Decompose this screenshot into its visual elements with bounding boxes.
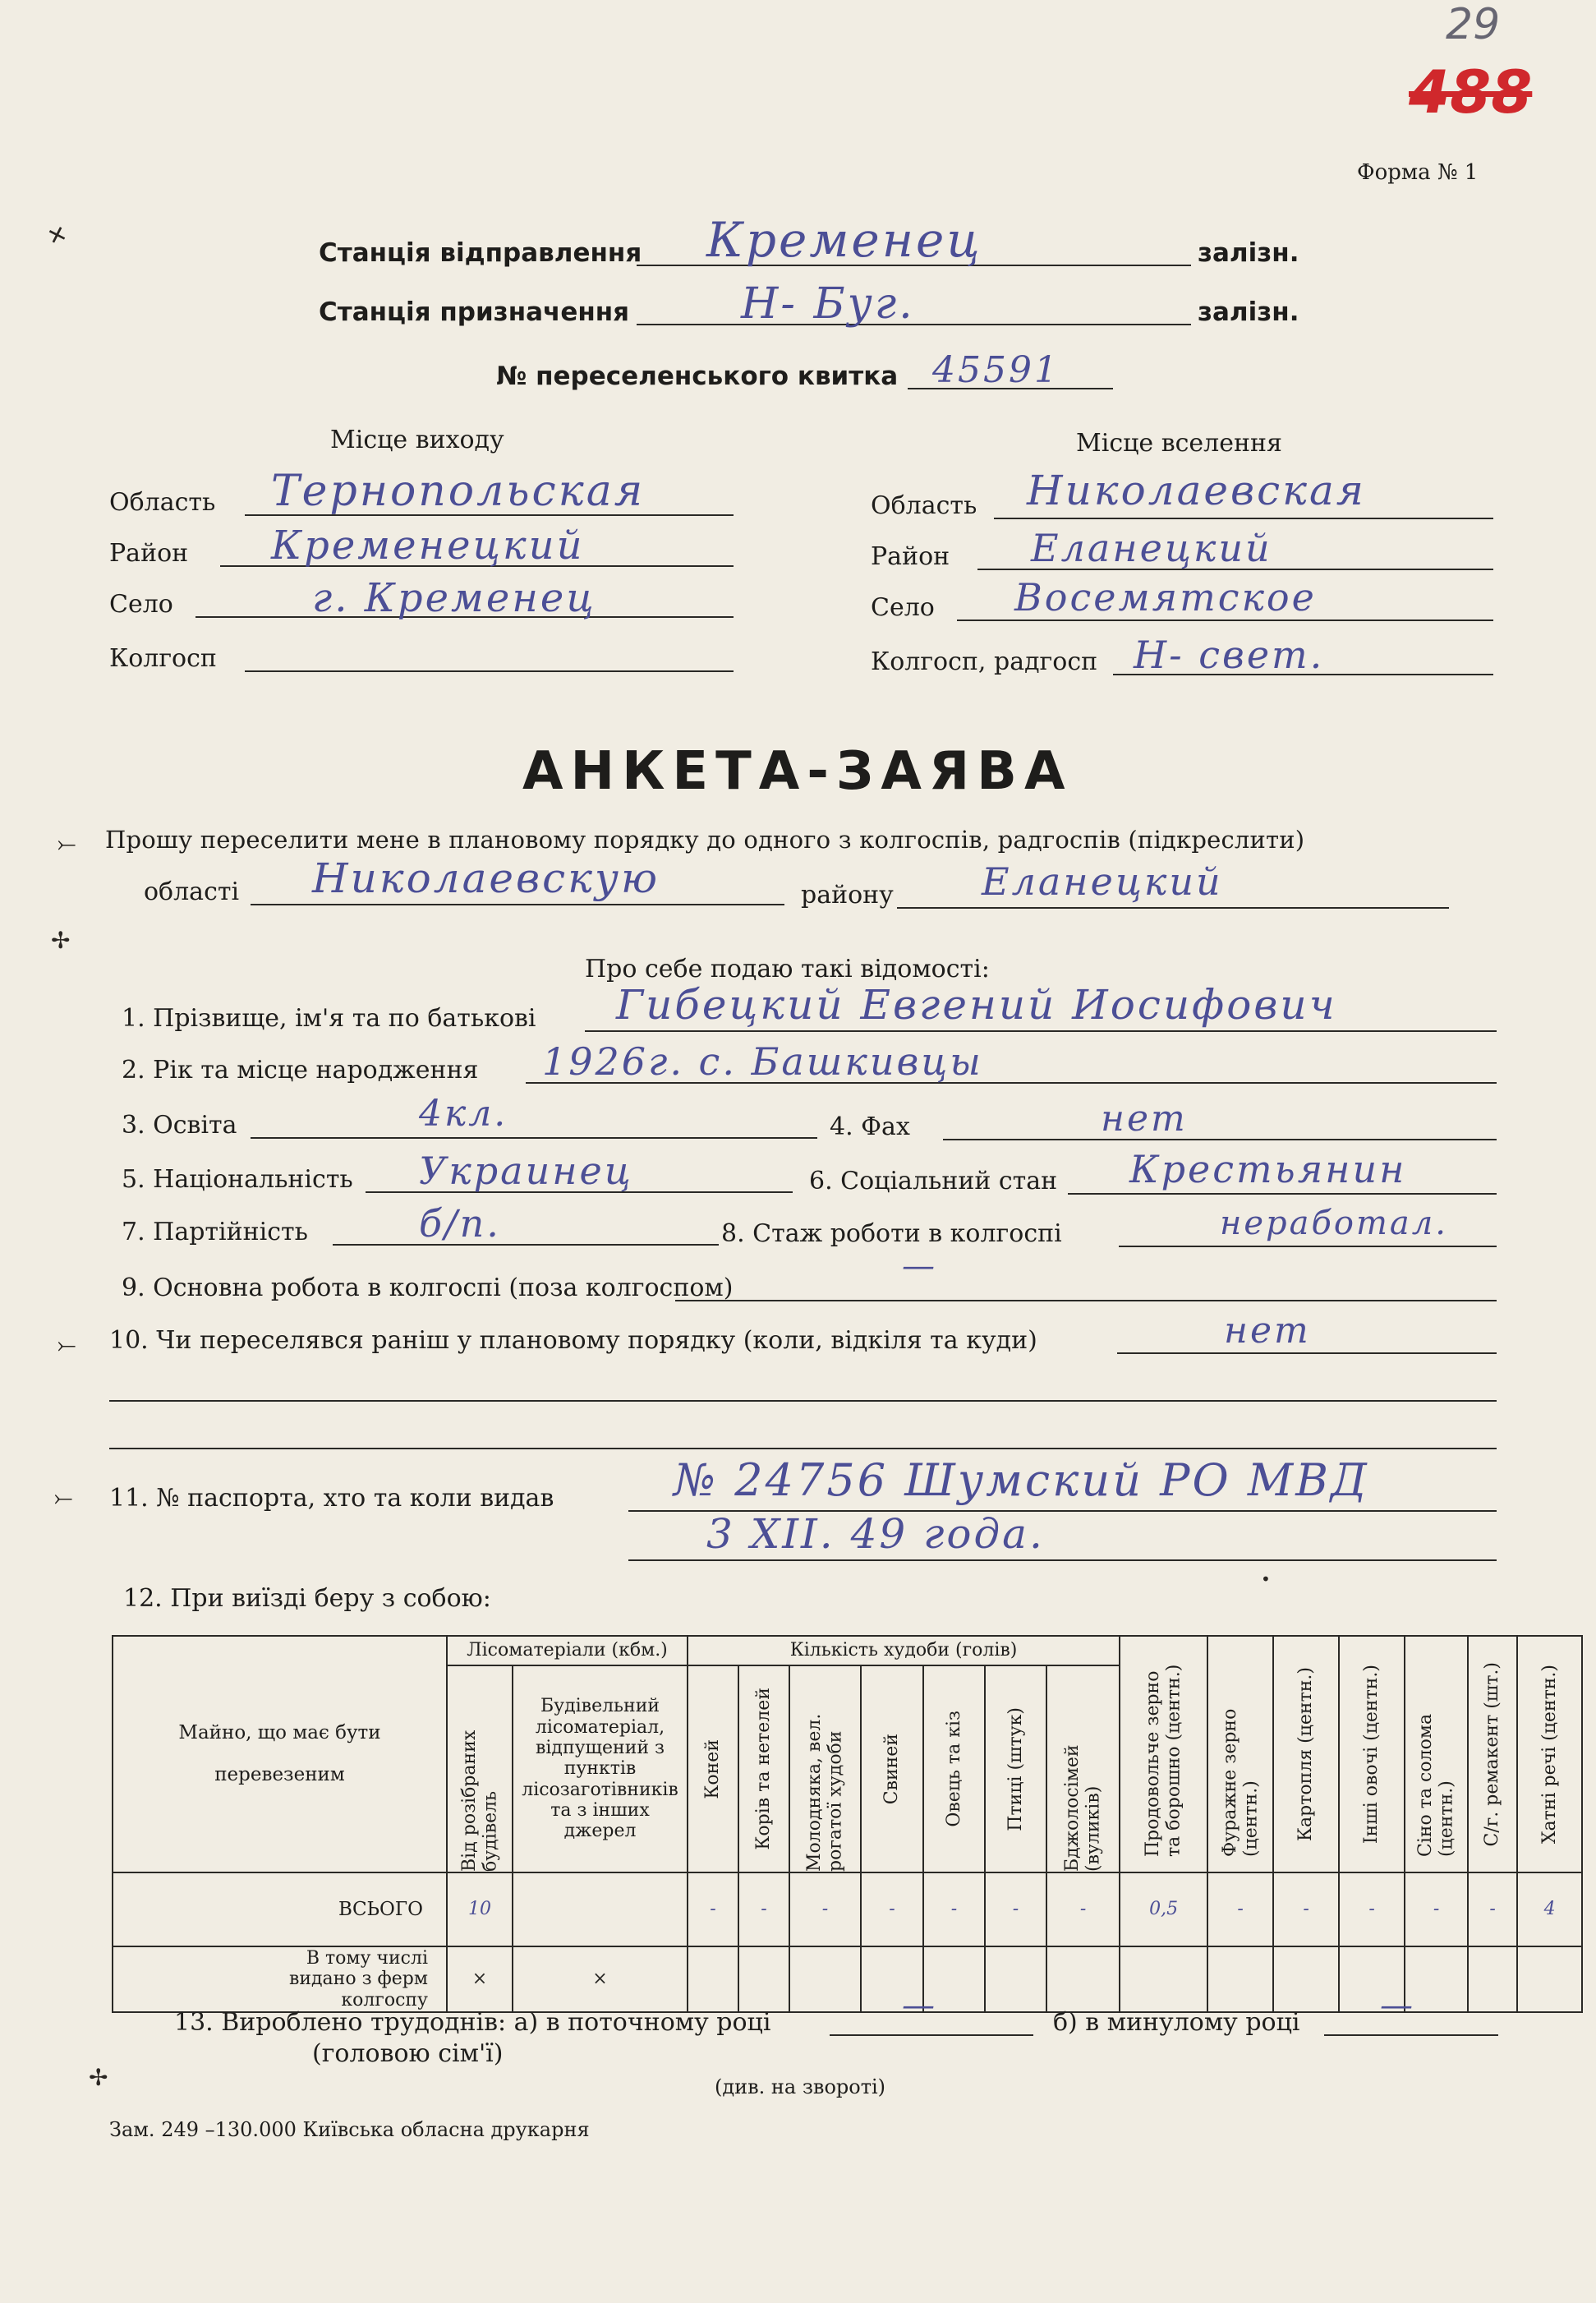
destination-label: Станція призначення [319, 297, 630, 327]
table-row-total [113, 1872, 1582, 1946]
col-header-5: Свиней [881, 1733, 903, 1805]
origin-selo-label: Село [109, 590, 173, 619]
dest-oblast-label: Область [871, 491, 977, 520]
farm-cell[interactable]: × [447, 1946, 513, 2012]
field-6-value[interactable]: Крестьянин [1129, 1147, 1407, 1191]
workdays-current-line [830, 2034, 1033, 2036]
col-header-0: Від розібраних будівель [458, 1730, 500, 1872]
field-6-label: 6. Соціальний стан [809, 1167, 1058, 1195]
field-11-value-1[interactable]: № 24756 Шумский РО МВД [674, 1454, 1369, 1506]
field-2-value[interactable]: 1926г. с. Башкивцы [542, 1039, 983, 1084]
farm-cell[interactable]: × [513, 1946, 688, 2012]
col-header-15: Хатні речі (центн.) [1539, 1664, 1560, 1845]
field-7-line [333, 1244, 719, 1246]
dest-kolhosp-value[interactable]: Н- свет. [1134, 633, 1325, 677]
farm-cell[interactable] [789, 1946, 861, 2012]
margin-mark: ✕ [44, 219, 71, 251]
dest-selo-line [957, 620, 1493, 621]
field-4-value[interactable]: нет [1101, 1098, 1188, 1140]
field-1-label: 1. Прізвище, ім'я та по батькові [122, 1004, 536, 1033]
origin-oblast-label: Область [109, 488, 216, 517]
field-3-line [251, 1137, 817, 1139]
request-oblast-label: області [144, 877, 240, 906]
col-header-14: С/г. ремакент (шт.) [1482, 1661, 1503, 1847]
farm-cell[interactable] [688, 1946, 738, 2012]
departure-label: Станція відправлення [319, 238, 642, 268]
departure-value[interactable]: Кременец [706, 212, 982, 268]
total-cell[interactable]: - [923, 1872, 985, 1946]
field-10-line [1117, 1352, 1497, 1354]
dest-selo-label: Село [871, 593, 935, 622]
field-10-label: 10. Чи переселявся раніш у плановому порядку (коли, відкіля та куди) [109, 1326, 1037, 1355]
total-cell[interactable]: 4 [1517, 1872, 1582, 1946]
ticket-label: № переселенського квитка [496, 362, 899, 391]
printer-line: Зам. 249 –130.000 Київська обласна друкарня [109, 2118, 590, 2141]
field-5-label: 5. Національність [122, 1165, 353, 1194]
origin-selo-value[interactable]: г. Кременец [312, 575, 596, 621]
field-3-label: 3. Освіта [122, 1111, 237, 1140]
total-cell[interactable]: - [738, 1872, 789, 1946]
form-number: Форма № 1 [1357, 160, 1479, 185]
margin-mark: ⤚ [57, 1331, 76, 1358]
dest-oblast-line [994, 518, 1493, 519]
field-10-value[interactable]: нет [1224, 1310, 1311, 1352]
field-11-label: 11. № паспорта, хто та коли видав [109, 1484, 554, 1513]
workdays-label: 13. Вироблено трудоднів: а) в поточному році [174, 2008, 771, 2037]
group-cattle-header: Кількість худоби (голів) [688, 1636, 1120, 1665]
total-cell[interactable]: - [1273, 1872, 1339, 1946]
request-line1: Прошу переселити мене в плановому порядку до одного з колгоспів, радгоспів (підкреслити) [105, 826, 1305, 854]
total-cell[interactable]: - [789, 1872, 861, 1946]
archive-number-red: 488 [1409, 58, 1533, 127]
workdays-sub: (головою сім'ї) [312, 2039, 504, 2068]
ticket-value[interactable]: 45591 [932, 349, 1060, 391]
origin-raion-value[interactable]: Кременецкий [271, 523, 585, 569]
margin-mark: ⤚ [54, 1484, 73, 1511]
destination-value[interactable]: Н- Буг. [741, 279, 915, 329]
total-cell[interactable]: - [1046, 1872, 1120, 1946]
total-cell[interactable]: - [1339, 1872, 1405, 1946]
info-intro: Про себе подаю такі відомості: [585, 955, 990, 983]
total-cell[interactable]: 0,5 [1120, 1872, 1207, 1946]
workdays-current-value[interactable]: — [902, 1987, 937, 2024]
col-header-9: Продовольче зерно та борошно (центн.) [1143, 1664, 1184, 1857]
request-raion-line [897, 907, 1449, 909]
origin-kolhosp-label: Колгосп [109, 644, 217, 673]
workdays-prev-label: б) в минулому році [1053, 2008, 1300, 2037]
field-4-label: 4. Фах [830, 1112, 910, 1141]
field-7-label: 7. Партійність [122, 1218, 308, 1246]
request-oblast-value[interactable]: Николаевскую [312, 854, 660, 902]
request-raion-label: району [801, 881, 894, 910]
col-header-7: Птиці (штук) [1005, 1707, 1026, 1831]
origin-kolhosp-line [245, 670, 734, 672]
group-wood-header: Лісоматеріали (кбм.) [447, 1636, 688, 1665]
field-8-line [1119, 1246, 1497, 1247]
workdays-prev-line [1324, 2034, 1498, 2036]
field-7-value[interactable]: б/п. [419, 1201, 501, 1246]
total-cell[interactable]: - [1468, 1872, 1517, 1946]
farm-cell[interactable] [1468, 1946, 1517, 2012]
total-cell[interactable]: - [985, 1872, 1046, 1946]
field-11-line-2 [628, 1559, 1497, 1561]
dest-kolhosp-label: Колгосп, радгосп [871, 647, 1098, 676]
field-6-line [1068, 1193, 1497, 1195]
farm-cell[interactable] [1120, 1946, 1207, 2012]
margin-mark: ⤚ [57, 830, 76, 857]
field-1-line [585, 1030, 1497, 1032]
farm-cell[interactable] [1517, 1946, 1582, 2012]
field-11-value-2[interactable]: 3 XII. 49 года. [706, 1510, 1045, 1558]
request-raion-value[interactable]: Еланецкий [982, 859, 1223, 904]
farm-cell[interactable] [738, 1946, 789, 2012]
farm-cell[interactable] [1273, 1946, 1339, 2012]
workdays-prev-value[interactable]: — [1380, 1987, 1415, 2024]
col-header-2: Коней [702, 1739, 724, 1799]
farm-cell[interactable] [985, 1946, 1046, 2012]
total-cell[interactable] [513, 1872, 688, 1946]
field-12-label: 12. При виїзді беру з собою: [123, 1584, 491, 1613]
col-header-13: Сіно та солома (центн.) [1415, 1713, 1457, 1857]
col-header-11: Картопля (центн.) [1295, 1667, 1317, 1841]
col-header-4: Молодняка, вел. рогатої худоби [804, 1713, 846, 1872]
field-9-line [675, 1300, 1497, 1301]
total-cell[interactable]: - [861, 1872, 923, 1946]
total-cell[interactable]: - [1405, 1872, 1468, 1946]
col-header-1: Будівельний лісоматеріал, відпущений з пунктів лісозаготівників та з інших джерел [513, 1665, 688, 1872]
field-4-line [943, 1139, 1497, 1140]
origin-title: Місце виходу [330, 426, 504, 454]
see-back: (див. на звороті) [715, 2075, 886, 2098]
col-header-6: Овець та кіз [943, 1711, 964, 1827]
form-title: АНКЕТА-ЗАЯВА [522, 741, 1073, 802]
property-table [112, 1635, 1583, 2013]
col-header-12: Інші овочі (центн.) [1361, 1664, 1382, 1845]
row-farm-label: В тому числі видано з ферм колгоспу [113, 1946, 447, 2012]
origin-raion-label: Район [109, 539, 189, 568]
total-cell[interactable]: - [688, 1872, 738, 1946]
col-header-8: Бджолосімей (вуликів) [1062, 1744, 1104, 1872]
destination-rail: залізн. [1198, 297, 1299, 327]
margin-mark: ✢ [51, 927, 71, 954]
total-cell[interactable]: - [1207, 1872, 1273, 1946]
total-cell[interactable]: 10 [447, 1872, 513, 1946]
field-8-value[interactable]: неработал. [1220, 1204, 1448, 1242]
field-5-value[interactable]: Украинец [419, 1149, 633, 1193]
field-9-label: 9. Основна робота в колгоспі (поза колгоспом) [122, 1274, 734, 1302]
departure-rail: залізн. [1198, 238, 1299, 268]
table-row-farm [113, 1946, 1582, 2012]
field-9-value[interactable]: — [902, 1247, 937, 1285]
field-1-value[interactable]: Гибецкий Евгений Иосифович [616, 981, 1337, 1029]
field-10-line-2 [109, 1400, 1497, 1402]
dest-oblast-value[interactable]: Николаевская [1027, 467, 1366, 514]
dest-raion-label: Район [871, 542, 950, 571]
margin-mark: ✢ [89, 2064, 108, 2091]
dest-raion-value[interactable]: Еланецкий [1031, 526, 1272, 570]
farm-cell[interactable] [1207, 1946, 1273, 2012]
margin-mark: • [1261, 1569, 1271, 1589]
field-8-label: 8. Стаж роботи в колгоспі [721, 1219, 1062, 1248]
dest-selo-value[interactable]: Восемятское [1014, 575, 1317, 620]
archive-number-gray: 29 [1446, 0, 1501, 49]
farm-cell[interactable] [1046, 1946, 1120, 2012]
dest-title: Місце вселення [1076, 429, 1282, 458]
col-header-3: Корів та нетелей [753, 1688, 775, 1850]
col-main-header: Майно, що має бути перевезеним [113, 1636, 447, 1872]
row-total-label: ВСЬОГО [113, 1872, 447, 1946]
request-oblast-line [251, 904, 784, 905]
col-header-10: Фуражне зерно (центн.) [1219, 1708, 1262, 1857]
field-2-label: 2. Рік та місце народження [122, 1056, 479, 1085]
field-3-value[interactable]: 4кл. [419, 1093, 508, 1135]
origin-oblast-value[interactable]: Тернопольская [271, 467, 646, 516]
field-10-line-3 [109, 1448, 1497, 1449]
